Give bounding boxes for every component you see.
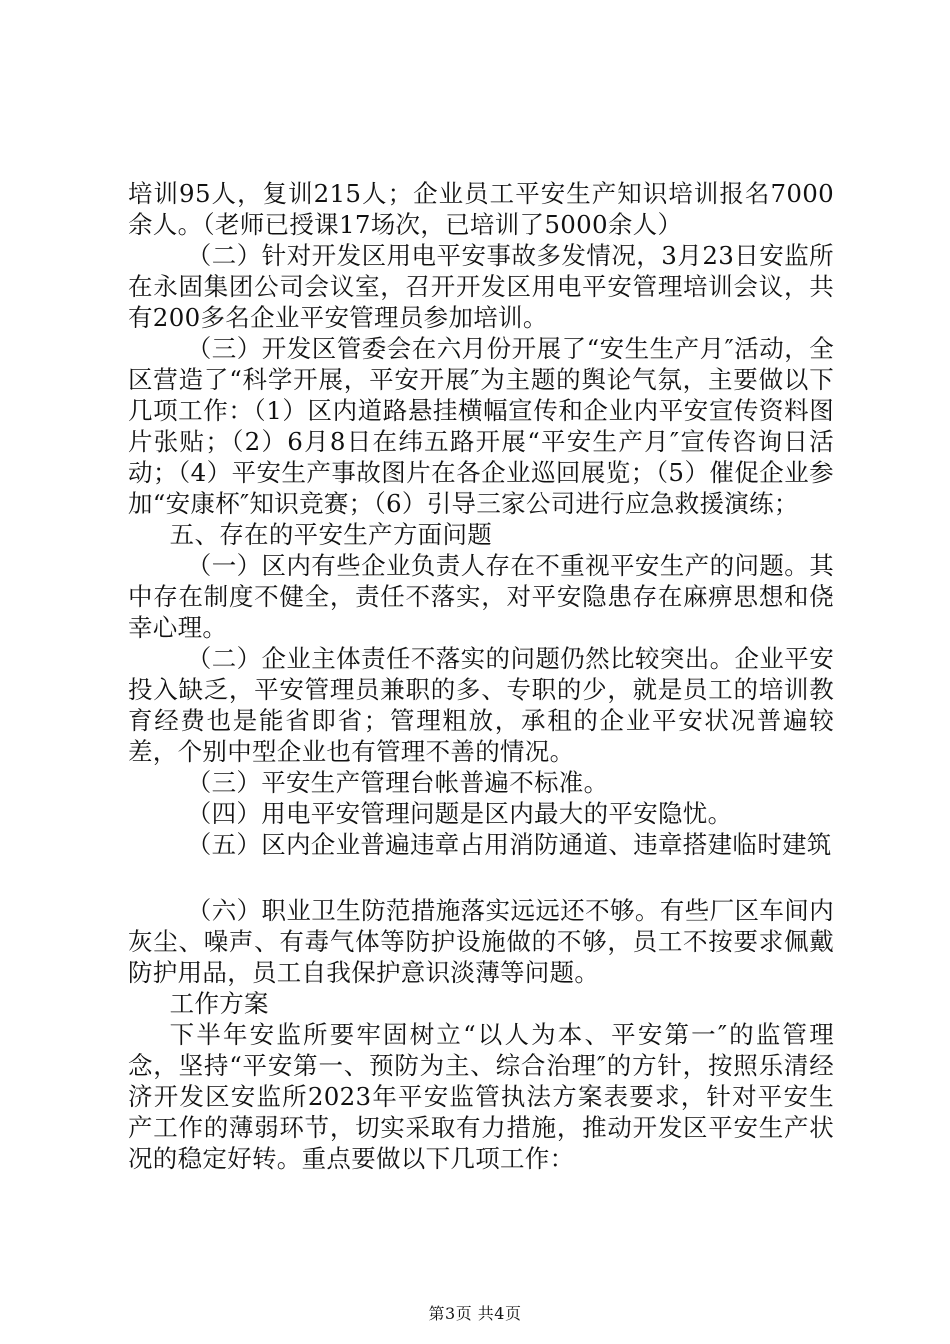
page-number-footer: 第3页 共4页 [428,1304,522,1323]
document-body [128,178,834,1174]
paragraph-problem-3: （三）平安生产管理台帐普遍不标准。 [186,768,609,797]
paragraph-gap [128,860,834,895]
paragraph-problem-5: （五）区内企业普遍违章占用消防通道、违章搭建临时建筑 [186,830,832,859]
paragraph-problem-1: （一）区内有些企业负责人存在不重视平安生产的问题。其中存在制度不健全，责任不落实，对平安隐患存在麻痹思想和侥幸心理。 [128,551,834,642]
section-heading-work-plan: 工作方案 [169,989,269,1018]
paragraph-electric-safety-training: （二）针对开发区用电平安事故多发情况，3月23日安监所在永固集团公司会议室，召开开发区用电平安管理培训会议，共有200多名企业平安管理员参加培训。 [128,241,834,332]
section-heading-problems: 五、存在的平安生产方面问题 [169,520,493,549]
paragraph-work-plan: 下半年安监所要牢固树立“以人为本、平安第一″的监管理念，坚持“平安第一、预防为主、综合治理″的方针，按照乐清经济开发区安监所2023年平安监管执法方案表要求，针对平安生产工作的薄弱环节，切实采取有力措施，推动开发区平安生产状况的稳定好转。重点要做以下几项工作： [128,1020,834,1173]
paragraph-problem-4: （四）用电平安管理问题是区内最大的平安隐忧。 [186,799,733,828]
paragraph-problem-2: （二）企业主体责任不落实的问题仍然比较突出。企业平安投入缺乏，平安管理员兼职的多、专职的少，就是员工的培训教育经费也是能省即省；管理粗放，承租的企业平安状况普遍较差，个别中型企业也有管理不善的情况。 [128,644,834,766]
paragraph-problem-6: （六）职业卫生防范措施落实远远还不够。有些厂区车间内灰尘、噪声、有毒气体等防护设施做的不够，员工不按要求佩戴防护用品，员工自我保护意识淡薄等问题。 [128,896,834,987]
paragraph-safety-month: （三）开发区管委会在六月份开展了“安生生产月″活动，全区营造了“科学开展，平安开展″为主题的舆论气氛，主要做以下几项工作：（1）区内道路悬挂横幅宣传和企业内平安宣传资料图片张贴；（2）6月8日在纬五路开展“平安生产月″宣传咨询日活动；（4）平安生产事故图片在各企业巡回展览；（5）催促企业参加“安康杯″知识竞赛；（6）引导三家公司进行应急救援演练； [128,334,834,518]
paragraph-training-count: 培训95人，复训215人；企业员工平安生产知识培训报名7000余人。（老师已授课17场次，已培训了5000余人） [128,179,834,239]
